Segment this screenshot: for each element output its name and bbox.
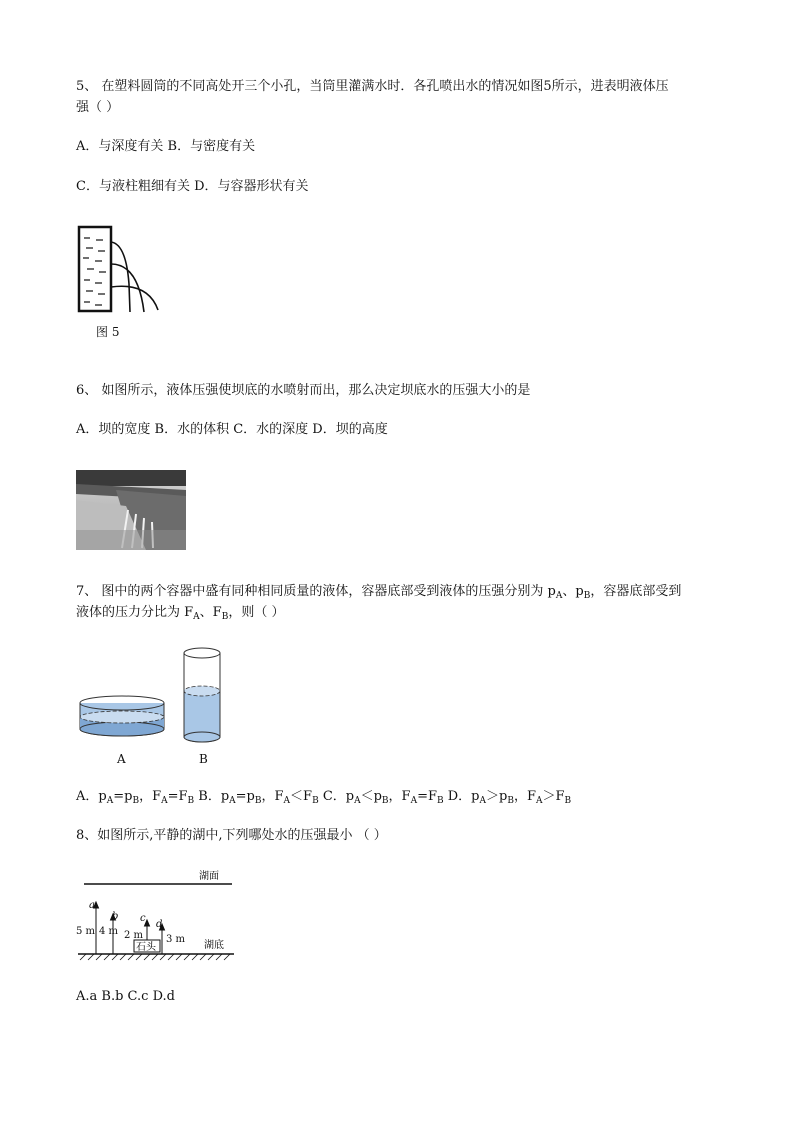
sub: A — [106, 796, 114, 806]
q7-opt-c: C．p — [318, 789, 355, 804]
sub: B — [187, 796, 195, 806]
sub: A — [479, 796, 487, 806]
two-containers-figure — [76, 645, 236, 745]
depth-a: 5 m — [76, 926, 96, 937]
q5-options-ab: A．与深度有关 B．与密度有关 — [76, 139, 256, 154]
sub: A — [229, 796, 236, 806]
q7-opt-d: D．p — [443, 789, 480, 804]
q7-opt-c4: =F — [417, 789, 437, 804]
sub: A — [354, 796, 361, 806]
q5-options-cd: C．与液柱粗细有关 D．与容器形状有关 — [76, 179, 309, 194]
q7-opt-d4: ＞F — [542, 789, 565, 804]
q6-stem: 6、 如图所示，液体压强使坝底的水喷射而出，那么决定坝底水的压强大小的是 — [76, 383, 531, 398]
q7-tail: ，容器底部受到 — [590, 584, 682, 599]
figure-5-caption: 图 5 — [96, 325, 120, 339]
q7-stem-line1 — [76, 583, 681, 605]
q7-opt-a3: ，F — [139, 789, 162, 804]
q5-stem-line2: 强（ ） — [76, 100, 120, 115]
q6-options: A．坝的宽度 B．水的体积 C．水的深度 D．坝的高度 — [76, 422, 388, 437]
stone-label: 石头 — [136, 942, 156, 953]
lake-surface-label: 湖面 — [199, 871, 219, 882]
lake-bottom-label: 湖底 — [204, 940, 224, 951]
q7-options — [76, 788, 571, 810]
q7-opt-a4: =F — [167, 789, 188, 804]
point-d: d — [156, 919, 163, 930]
q7-sep2: 、F — [199, 605, 222, 620]
q7-opt-b: B．p — [194, 789, 230, 804]
figure-5-cylinder — [76, 224, 166, 316]
q7-opt-b3: ，F — [261, 789, 284, 804]
depth-b: 4 m — [99, 926, 119, 937]
q7-stem-line2 — [76, 604, 284, 626]
lake-depth-figure — [74, 866, 239, 966]
sub: A — [410, 796, 418, 806]
q7-opt-b4: ＜F — [290, 789, 313, 804]
q7-opt-a2: =p — [113, 789, 133, 804]
q7-opt-a: A．p — [76, 789, 107, 804]
q7-opt-c2: ＜p — [360, 789, 382, 804]
q7-sep: 、p — [562, 584, 584, 599]
sub: A — [536, 796, 543, 806]
dam-photo — [76, 470, 186, 550]
sub: B — [254, 796, 262, 806]
depth-d: 3 m — [166, 934, 186, 945]
q7-opt-b2: =p — [235, 789, 255, 804]
q7-sub-fb: B — [221, 612, 229, 622]
sub: B — [132, 796, 140, 806]
container-b-label: B — [199, 752, 208, 766]
q8-options: A.a B.b C.c D.d — [76, 989, 175, 1004]
q7-sub-fa: A — [193, 612, 200, 622]
q7-stem-text: 7、 图中的两个容器中盛有同种相同质量的液体，容器底部受到液体的压强分别为 p — [76, 584, 556, 599]
sub: A — [161, 796, 168, 806]
depth-c: 2 m — [124, 930, 144, 941]
q7-stem-text2: 液体的压力分比为 F — [76, 605, 194, 620]
sub: B — [507, 796, 514, 806]
q7-opt-c3: ，F — [388, 789, 411, 804]
sub: B — [437, 796, 444, 806]
q7-sub-b: B — [583, 591, 591, 601]
q7-tail2: ，则（ ） — [228, 605, 285, 620]
q7-opt-d3: ，F — [513, 789, 536, 804]
q5-stem-line1: 5、 在塑料圆筒的不同高处开三个小孔，当筒里灌满水时．各孔喷出水的情况如图5所示，进表明液体压 — [76, 79, 669, 94]
point-a: a — [89, 900, 95, 911]
q7-sub-a: A — [555, 591, 563, 601]
sub: B — [564, 796, 572, 806]
point-c: c — [140, 913, 146, 924]
q7-opt-d2: ＞p — [486, 789, 508, 804]
q8-stem: 8、如图所示,平静的湖中,下列哪处水的压强最小 （ ） — [76, 828, 387, 843]
container-a-label: A — [117, 752, 126, 766]
sub: A — [283, 796, 291, 806]
sub: B — [381, 796, 389, 806]
sub: B — [312, 796, 319, 806]
point-b: b — [112, 911, 119, 922]
